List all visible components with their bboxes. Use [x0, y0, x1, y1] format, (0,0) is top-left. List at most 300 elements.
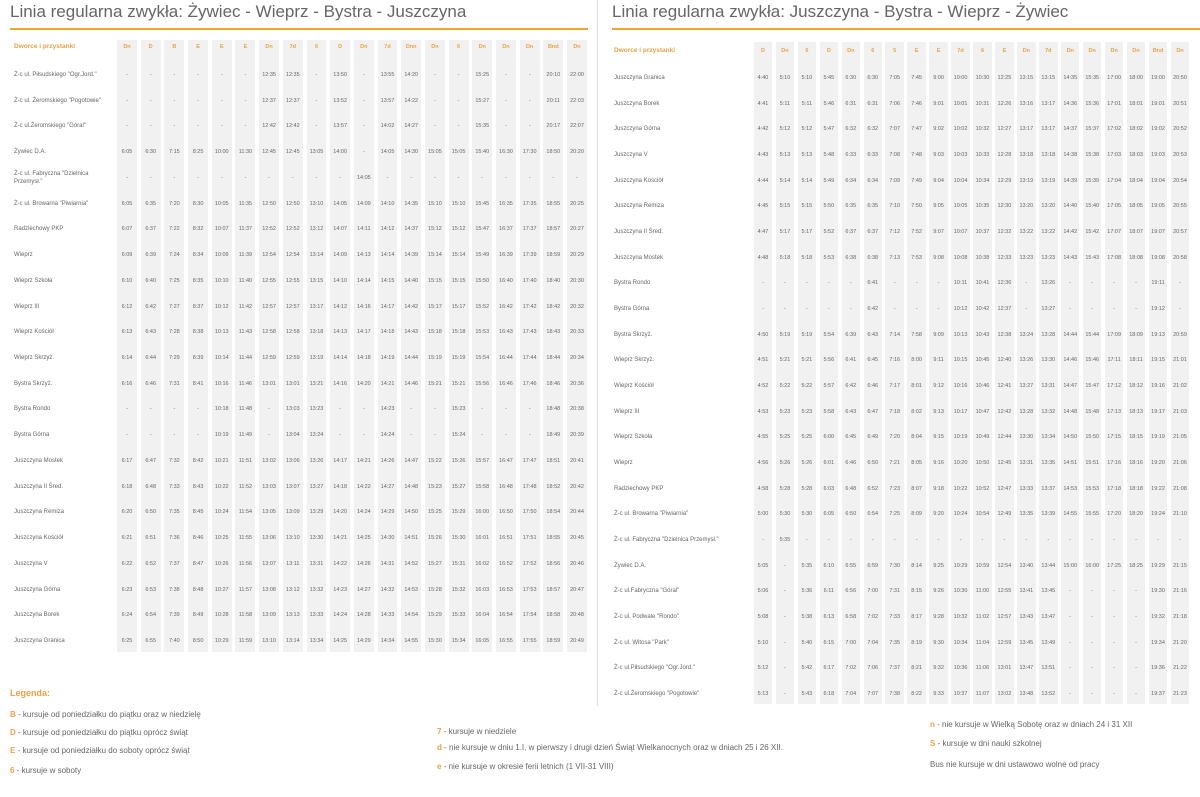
left-time-cell: 18:54 — [546, 509, 561, 516]
right-time-cell: 13:26 — [1019, 357, 1034, 364]
right-time-cell: 6:11 — [823, 588, 834, 595]
right-time-cell: 6:35 — [845, 203, 857, 210]
right-time-cell: 5:15 — [801, 203, 813, 210]
right-time-cell: 13:30 — [1019, 434, 1034, 441]
left-time-cell: 14:15 — [380, 277, 395, 284]
left-time-cell: - — [339, 406, 342, 413]
right-time-cell: 13:31 — [1019, 460, 1034, 466]
right-time-cell: 17:07 — [1107, 229, 1122, 235]
left-column-header: 6 — [314, 44, 318, 50]
right-time-cell: 17:08 — [1107, 254, 1122, 261]
right-time-cell: 13:52 — [1041, 691, 1056, 697]
right-time-cell: 20:58 — [1173, 254, 1187, 261]
legend-item — [437, 727, 516, 737]
left-time-cell: 18:40 — [546, 277, 561, 284]
right-time-cell: 5:26 — [779, 460, 791, 466]
left-time-cell: - — [291, 174, 294, 181]
right-time-cell: 13:01 — [997, 665, 1012, 672]
right-stop-name: Juszczyna Kościół — [614, 177, 664, 184]
left-time-cell: - — [244, 174, 247, 181]
left-time-cell: - — [244, 123, 247, 130]
left-time-cell: 15:26 — [451, 457, 466, 464]
right-time-cell: 6:46 — [867, 383, 879, 389]
left-time-cell: - — [197, 97, 199, 104]
right-time-cell: - — [1025, 306, 1028, 312]
right-time-cell: 8:01 — [911, 383, 922, 389]
left-time-cell: 14:22 — [404, 97, 419, 104]
right-time-cell: 10:38 — [975, 254, 990, 261]
left-time-cell: 6:16 — [121, 380, 133, 387]
left-time-cell: 15:30 — [451, 535, 466, 542]
left-time-cell: 11:48 — [238, 406, 253, 413]
left-time-cell: 14:39 — [404, 252, 419, 259]
right-time-cell: 7:04 — [845, 691, 857, 697]
right-time-cell: 21:10 — [1173, 511, 1187, 518]
right-time-cell: 13:40 — [1019, 562, 1034, 569]
right-time-cell: 21:18 — [1173, 614, 1187, 620]
right-time-cell: 6:18 — [823, 691, 835, 697]
right-time-cell: 6:56 — [845, 588, 857, 595]
left-time-cell: 15:56 — [475, 380, 490, 387]
right-time-cell: 5:14 — [779, 177, 791, 184]
right-time-cell: 8:17 — [911, 614, 922, 620]
right-time-cell: 10:05 — [953, 203, 968, 210]
left-time-cell: 20:25 — [570, 200, 584, 207]
right-time-cell: - — [1135, 537, 1138, 543]
left-stop-name: Wieprz Kościół — [14, 329, 54, 336]
right-time-cell: 6:35 — [867, 203, 879, 210]
left-time-cell: 16:53 — [499, 586, 513, 593]
left-time-cell: 10:05 — [214, 200, 229, 207]
right-time-cell: 21:06 — [1173, 460, 1187, 466]
right-time-cell: 17:09 — [1107, 331, 1122, 338]
left-time-cell: 13:03 — [262, 483, 276, 490]
right-time-cell: - — [805, 537, 808, 543]
right-time-cell: 5:18 — [801, 254, 813, 261]
left-time-cell: 12:42 — [262, 123, 276, 130]
right-time-cell: 6:31 — [845, 100, 857, 107]
right-time-cell: 18:04 — [1129, 177, 1143, 184]
right-time-cell: 6:55 — [845, 562, 857, 569]
right-time-cell: 5:46 — [823, 100, 835, 107]
left-time-cell: - — [315, 72, 318, 78]
right-column-stripe — [1017, 42, 1035, 704]
left-time-cell: 14:17 — [380, 303, 395, 310]
left-time-cell: 10:00 — [214, 149, 229, 156]
right-time-cell: 14:44 — [1063, 331, 1078, 338]
legend-item — [10, 728, 188, 738]
left-time-cell: - — [126, 97, 128, 104]
left-time-cell: 20:30 — [570, 277, 584, 284]
right-time-cell: 13:39 — [1041, 511, 1056, 518]
right-time-cell: 9:32 — [933, 665, 944, 672]
right-time-cell: 7:18 — [889, 408, 901, 415]
right-time-cell: 6:41 — [845, 357, 857, 364]
right-time-cell: 6:45 — [845, 434, 857, 441]
left-time-cell: 20:46 — [570, 560, 584, 567]
right-time-cell: 10:17 — [953, 408, 968, 415]
right-time-cell: 10:15 — [953, 357, 968, 364]
right-time-cell: 9:15 — [933, 434, 944, 441]
right-time-cell: 7:16 — [889, 357, 901, 364]
left-time-cell: 17:48 — [522, 483, 537, 490]
right-time-cell: 19:08 — [1151, 254, 1165, 261]
right-time-cell: 5:58 — [823, 408, 835, 415]
left-time-cell: 11:49 — [238, 432, 253, 439]
left-time-cell: 14:44 — [404, 355, 419, 361]
right-column-header: E — [936, 48, 941, 54]
right-column-stripe — [1083, 42, 1101, 704]
right-time-cell: 5:50 — [823, 203, 835, 210]
right-time-cell: 4:43 — [757, 152, 769, 158]
right-time-cell: 10:00 — [953, 75, 968, 81]
right-time-cell: 4:52 — [757, 383, 769, 389]
left-time-cell: - — [126, 72, 128, 78]
left-time-cell: 15:19 — [451, 355, 466, 361]
right-time-cell: - — [1179, 537, 1181, 543]
left-time-cell: 14:52 — [404, 560, 419, 567]
left-time-cell: 13:02 — [262, 457, 276, 464]
right-stops-header: Dworce i przystanki — [614, 47, 676, 54]
right-time-cell: 5:06 — [757, 588, 769, 595]
right-column-header: Dn — [1132, 48, 1140, 54]
left-time-cell: 14:18 — [333, 483, 348, 490]
left-stop-name: Wieprz III — [14, 303, 40, 310]
right-time-cell: - — [849, 306, 852, 312]
left-time-cell: 7:27 — [169, 303, 180, 310]
left-time-cell: - — [315, 123, 318, 130]
left-time-cell: - — [433, 174, 436, 181]
left-stop-name: Juszczyna Granica — [14, 638, 65, 644]
right-time-cell: 9:07 — [933, 229, 944, 235]
right-time-cell: 15:37 — [1085, 126, 1100, 133]
right-time-cell: 5:12 — [801, 126, 813, 133]
left-time-cell: 14:13 — [356, 252, 371, 259]
left-time-cell: 13:57 — [380, 97, 395, 104]
left-stop-name: Wieprz — [14, 252, 33, 259]
right-time-cell: - — [1135, 306, 1138, 312]
right-time-cell: 7:23 — [889, 485, 901, 492]
left-time-cell: - — [197, 174, 199, 181]
right-time-cell: 12:45 — [997, 460, 1012, 466]
right-time-cell: 19:03 — [1151, 152, 1165, 158]
left-time-cell: 6:42 — [145, 303, 157, 310]
right-time-cell: 10:36 — [953, 665, 968, 672]
right-time-cell: 7:47 — [911, 126, 922, 133]
left-time-cell: 6:24 — [121, 612, 133, 619]
right-stop-name: Ż-c ul. Witosa "Park" — [614, 639, 669, 646]
left-time-cell: 14:43 — [404, 329, 419, 336]
left-time-cell: 15:24 — [451, 432, 466, 439]
left-time-cell: 8:35 — [192, 277, 204, 284]
left-time-cell: - — [173, 72, 176, 78]
right-time-cell: - — [805, 306, 808, 312]
left-time-cell: - — [505, 97, 507, 104]
left-time-cell: - — [197, 123, 199, 130]
right-stop-name: Wieprz Skrzyż. — [614, 357, 655, 364]
left-time-cell: 14:30 — [380, 535, 395, 542]
right-time-cell: 4:47 — [757, 229, 769, 235]
left-time-cell: 13:30 — [309, 535, 324, 542]
right-time-cell: 19:24 — [1151, 511, 1165, 518]
right-time-cell: 13:28 — [1041, 331, 1056, 338]
legend-item — [10, 746, 190, 756]
left-time-cell: 16:47 — [499, 457, 513, 464]
right-time-cell: - — [937, 537, 940, 543]
right-time-cell: 4:41 — [757, 100, 769, 107]
left-time-cell: 16:02 — [475, 560, 490, 567]
left-time-cell: 14:00 — [333, 149, 348, 156]
right-time-cell: 15:40 — [1085, 203, 1100, 210]
right-time-cell: 8:00 — [911, 357, 922, 364]
left-time-cell: - — [457, 72, 460, 78]
left-stop-name: Radziechowy PKP — [14, 226, 64, 233]
right-time-cell: 6:39 — [845, 331, 857, 338]
right-time-cell: 12:44 — [997, 434, 1012, 441]
left-time-cell: 6:50 — [145, 509, 157, 516]
right-time-cell: - — [784, 562, 786, 569]
left-time-cell: 17:53 — [522, 586, 537, 593]
left-time-cell: 6:54 — [145, 612, 157, 619]
left-time-cell: 7:37 — [169, 560, 180, 567]
right-time-cell: 19:29 — [1151, 562, 1165, 569]
right-time-cell: 13:51 — [1041, 665, 1056, 672]
left-time-cell: 11:30 — [238, 149, 253, 156]
left-time-cell: - — [576, 174, 578, 181]
right-time-cell: 17:03 — [1107, 152, 1122, 158]
left-time-cell: 13:09 — [262, 612, 276, 619]
right-time-cell: 6:48 — [845, 485, 857, 492]
left-time-cell: 7:20 — [169, 200, 180, 207]
left-time-cell: 10:18 — [214, 406, 229, 413]
right-time-cell: - — [784, 691, 786, 697]
left-time-cell: 16:05 — [475, 638, 490, 644]
legend-item — [930, 739, 1042, 749]
right-stop-name: Żywiec D.A. — [614, 562, 647, 569]
right-time-cell: 6:50 — [867, 460, 879, 466]
left-time-cell: 13:01 — [285, 380, 300, 387]
legend-description: - kursuje w niedziele — [441, 727, 517, 736]
right-time-cell: 4:58 — [757, 485, 769, 492]
legend-item — [437, 743, 783, 753]
left-time-cell: - — [433, 432, 436, 439]
right-time-cell: 13:23 — [1041, 254, 1056, 261]
right-time-cell: 10:30 — [975, 75, 990, 81]
legend-item — [10, 710, 201, 720]
right-time-cell: 19:11 — [1151, 280, 1165, 287]
left-time-cell: - — [268, 432, 271, 439]
left-time-cell: 11:35 — [238, 200, 253, 207]
right-time-cell: 4:55 — [757, 434, 769, 441]
right-time-cell: 7:45 — [911, 75, 922, 81]
left-time-cell: 14:10 — [333, 277, 348, 284]
left-time-cell: 13:21 — [309, 380, 324, 387]
right-time-cell: 19:02 — [1151, 126, 1165, 133]
left-stop-name: Ż-c ul. Browarna "Piwiarnia" — [14, 200, 89, 207]
left-time-cell: 16:48 — [499, 483, 513, 490]
right-time-cell: - — [1091, 639, 1094, 646]
right-time-cell: 5:13 — [801, 152, 813, 158]
left-time-cell: 17:55 — [522, 638, 537, 644]
right-time-cell: 7:31 — [889, 588, 901, 595]
left-time-cell: 20:36 — [570, 380, 584, 387]
left-time-cell: 15:49 — [475, 252, 490, 259]
right-time-cell: - — [1003, 537, 1006, 543]
right-stop-name: Wieprz III — [614, 408, 640, 415]
right-time-cell: 5:49 — [823, 177, 835, 184]
right-time-cell: 6:45 — [867, 357, 879, 364]
right-time-cell: 18:01 — [1129, 100, 1143, 107]
right-time-cell: 10:34 — [953, 639, 968, 646]
right-time-cell: - — [1091, 588, 1094, 595]
left-time-cell: - — [481, 174, 484, 181]
right-time-cell: 6:59 — [867, 562, 879, 569]
left-time-cell: 14:20 — [404, 72, 419, 78]
right-time-cell: 7:52 — [911, 229, 922, 235]
left-time-cell: 12:59 — [285, 355, 300, 361]
right-time-cell: 14:36 — [1063, 100, 1078, 107]
left-time-cell: 15:40 — [475, 149, 490, 156]
left-time-cell: 7:32 — [169, 457, 180, 464]
left-stop-name: Juszczyna II Śred. — [14, 483, 64, 490]
right-time-cell: 7:30 — [889, 562, 901, 569]
left-time-cell: 13:31 — [309, 560, 324, 567]
right-time-cell: 12:29 — [997, 177, 1012, 184]
right-stop-name: Ż-c ul.Żeromskiego "Pogotowie" — [614, 691, 700, 697]
left-time-cell: - — [220, 72, 223, 78]
right-time-cell: 7:04 — [867, 639, 879, 646]
right-time-cell: 15:53 — [1085, 485, 1100, 492]
right-time-cell: 5:10 — [801, 75, 813, 81]
left-column-header: Dn — [360, 44, 368, 50]
right-time-cell: 10:42 — [975, 306, 990, 312]
right-time-cell: 5:36 — [801, 588, 813, 595]
right-time-cell: 20:51 — [1173, 100, 1187, 107]
right-time-cell: 5:42 — [801, 665, 813, 672]
left-time-cell: 7:40 — [169, 638, 180, 644]
left-time-cell: - — [220, 97, 223, 104]
left-time-cell: - — [410, 174, 413, 181]
right-time-cell: 14:46 — [1063, 357, 1078, 364]
right-time-cell: 15:44 — [1085, 331, 1100, 338]
right-time-cell: 21:16 — [1173, 588, 1187, 595]
legend-description: - kursuje w dni nauki szkolnej — [935, 739, 1042, 748]
left-time-cell: 14:26 — [356, 560, 371, 567]
right-time-cell: - — [915, 306, 918, 312]
left-time-cell: 8:49 — [192, 612, 204, 619]
right-time-cell: - — [893, 280, 896, 287]
right-time-cell: 17:16 — [1107, 460, 1122, 466]
left-time-cell: 6:13 — [121, 329, 133, 336]
legend-item — [10, 766, 81, 776]
right-time-cell: 5:47 — [823, 126, 835, 133]
right-time-cell: 9:18 — [933, 485, 944, 492]
legend-description: - nie kursuje w okresie ferii letnich (1 VII-31 VIII) — [441, 762, 614, 771]
right-time-cell: 5:10 — [779, 75, 791, 81]
right-column-stripe — [776, 42, 794, 704]
left-time-cell: - — [481, 432, 484, 439]
left-time-cell: 15:31 — [451, 560, 466, 567]
right-time-cell: 13:43 — [1019, 614, 1034, 620]
left-time-cell: 13:18 — [309, 329, 324, 336]
right-time-cell: 5:35 — [801, 562, 813, 569]
left-time-cell: 14:19 — [380, 355, 395, 361]
left-column-header: Bnd — [547, 44, 559, 50]
left-time-cell: 18:49 — [546, 432, 561, 439]
left-time-cell: - — [173, 97, 176, 104]
left-time-cell: - — [268, 174, 271, 181]
right-time-cell: - — [1025, 280, 1028, 287]
left-time-cell: 14:28 — [356, 612, 371, 619]
left-time-cell: - — [433, 406, 436, 413]
right-time-cell: - — [1091, 306, 1094, 312]
left-time-cell: 6:44 — [145, 355, 157, 361]
left-time-cell: 13:57 — [333, 123, 348, 130]
left-time-cell: 18:58 — [546, 612, 561, 619]
left-time-cell: 8:43 — [192, 483, 204, 490]
right-time-cell: 15:55 — [1085, 511, 1100, 518]
right-column-stripe — [1039, 42, 1057, 704]
left-time-cell: 20:11 — [546, 97, 560, 104]
right-time-cell: 21:05 — [1173, 434, 1187, 441]
left-time-cell: 6:53 — [145, 586, 157, 593]
right-time-cell: 10:33 — [975, 152, 990, 158]
left-time-cell: 6:48 — [145, 483, 157, 490]
left-time-cell: 17:51 — [522, 535, 537, 542]
left-time-cell: 11:51 — [238, 457, 253, 464]
left-time-cell: 14:16 — [333, 380, 348, 387]
left-time-cell: 10:16 — [214, 380, 229, 387]
left-column-header: Dn — [431, 44, 439, 50]
left-time-cell: 10:26 — [214, 560, 229, 567]
right-time-cell: 7:14 — [889, 331, 901, 338]
left-time-cell: 17:50 — [522, 509, 537, 516]
left-time-cell: 16:55 — [499, 638, 513, 644]
left-time-cell: 8:50 — [192, 638, 204, 644]
right-time-cell: 8:22 — [911, 691, 922, 697]
right-time-cell: 13:18 — [1019, 152, 1034, 158]
right-time-cell: 14:40 — [1063, 203, 1078, 210]
right-time-cell: 9:00 — [933, 75, 944, 81]
right-time-cell: 13:15 — [1041, 75, 1056, 81]
left-time-cell: 20:48 — [570, 612, 584, 619]
left-time-cell: 7:25 — [169, 277, 180, 284]
right-time-cell: - — [1179, 306, 1181, 312]
right-time-cell: 17:02 — [1107, 126, 1122, 133]
left-time-cell: 17:42 — [522, 303, 537, 310]
left-time-cell: 6:22 — [121, 560, 133, 567]
left-time-cell: 15:25 — [475, 72, 490, 78]
right-time-cell: 20:53 — [1173, 152, 1187, 158]
right-time-cell: 6:31 — [867, 100, 879, 107]
right-time-cell: 5:22 — [779, 383, 791, 389]
right-time-cell: - — [1135, 280, 1138, 287]
left-time-cell: 13:12 — [309, 226, 324, 233]
left-time-cell: 14:21 — [356, 457, 371, 464]
left-time-cell: 13:52 — [333, 97, 348, 104]
legend-item — [437, 762, 614, 772]
left-time-cell: 6:35 — [145, 200, 157, 207]
left-time-cell: 14:40 — [404, 277, 419, 284]
right-stop-name: Wieprz Kościół — [614, 383, 654, 389]
right-time-cell: 10:37 — [975, 229, 990, 235]
left-time-cell: 16:37 — [499, 226, 513, 233]
left-time-cell: 10:19 — [214, 432, 229, 439]
left-time-cell: - — [362, 123, 365, 130]
right-time-cell: 7:02 — [867, 614, 879, 620]
legend-symbol: 7 — [437, 727, 442, 736]
left-time-cell: 12:54 — [262, 252, 276, 259]
